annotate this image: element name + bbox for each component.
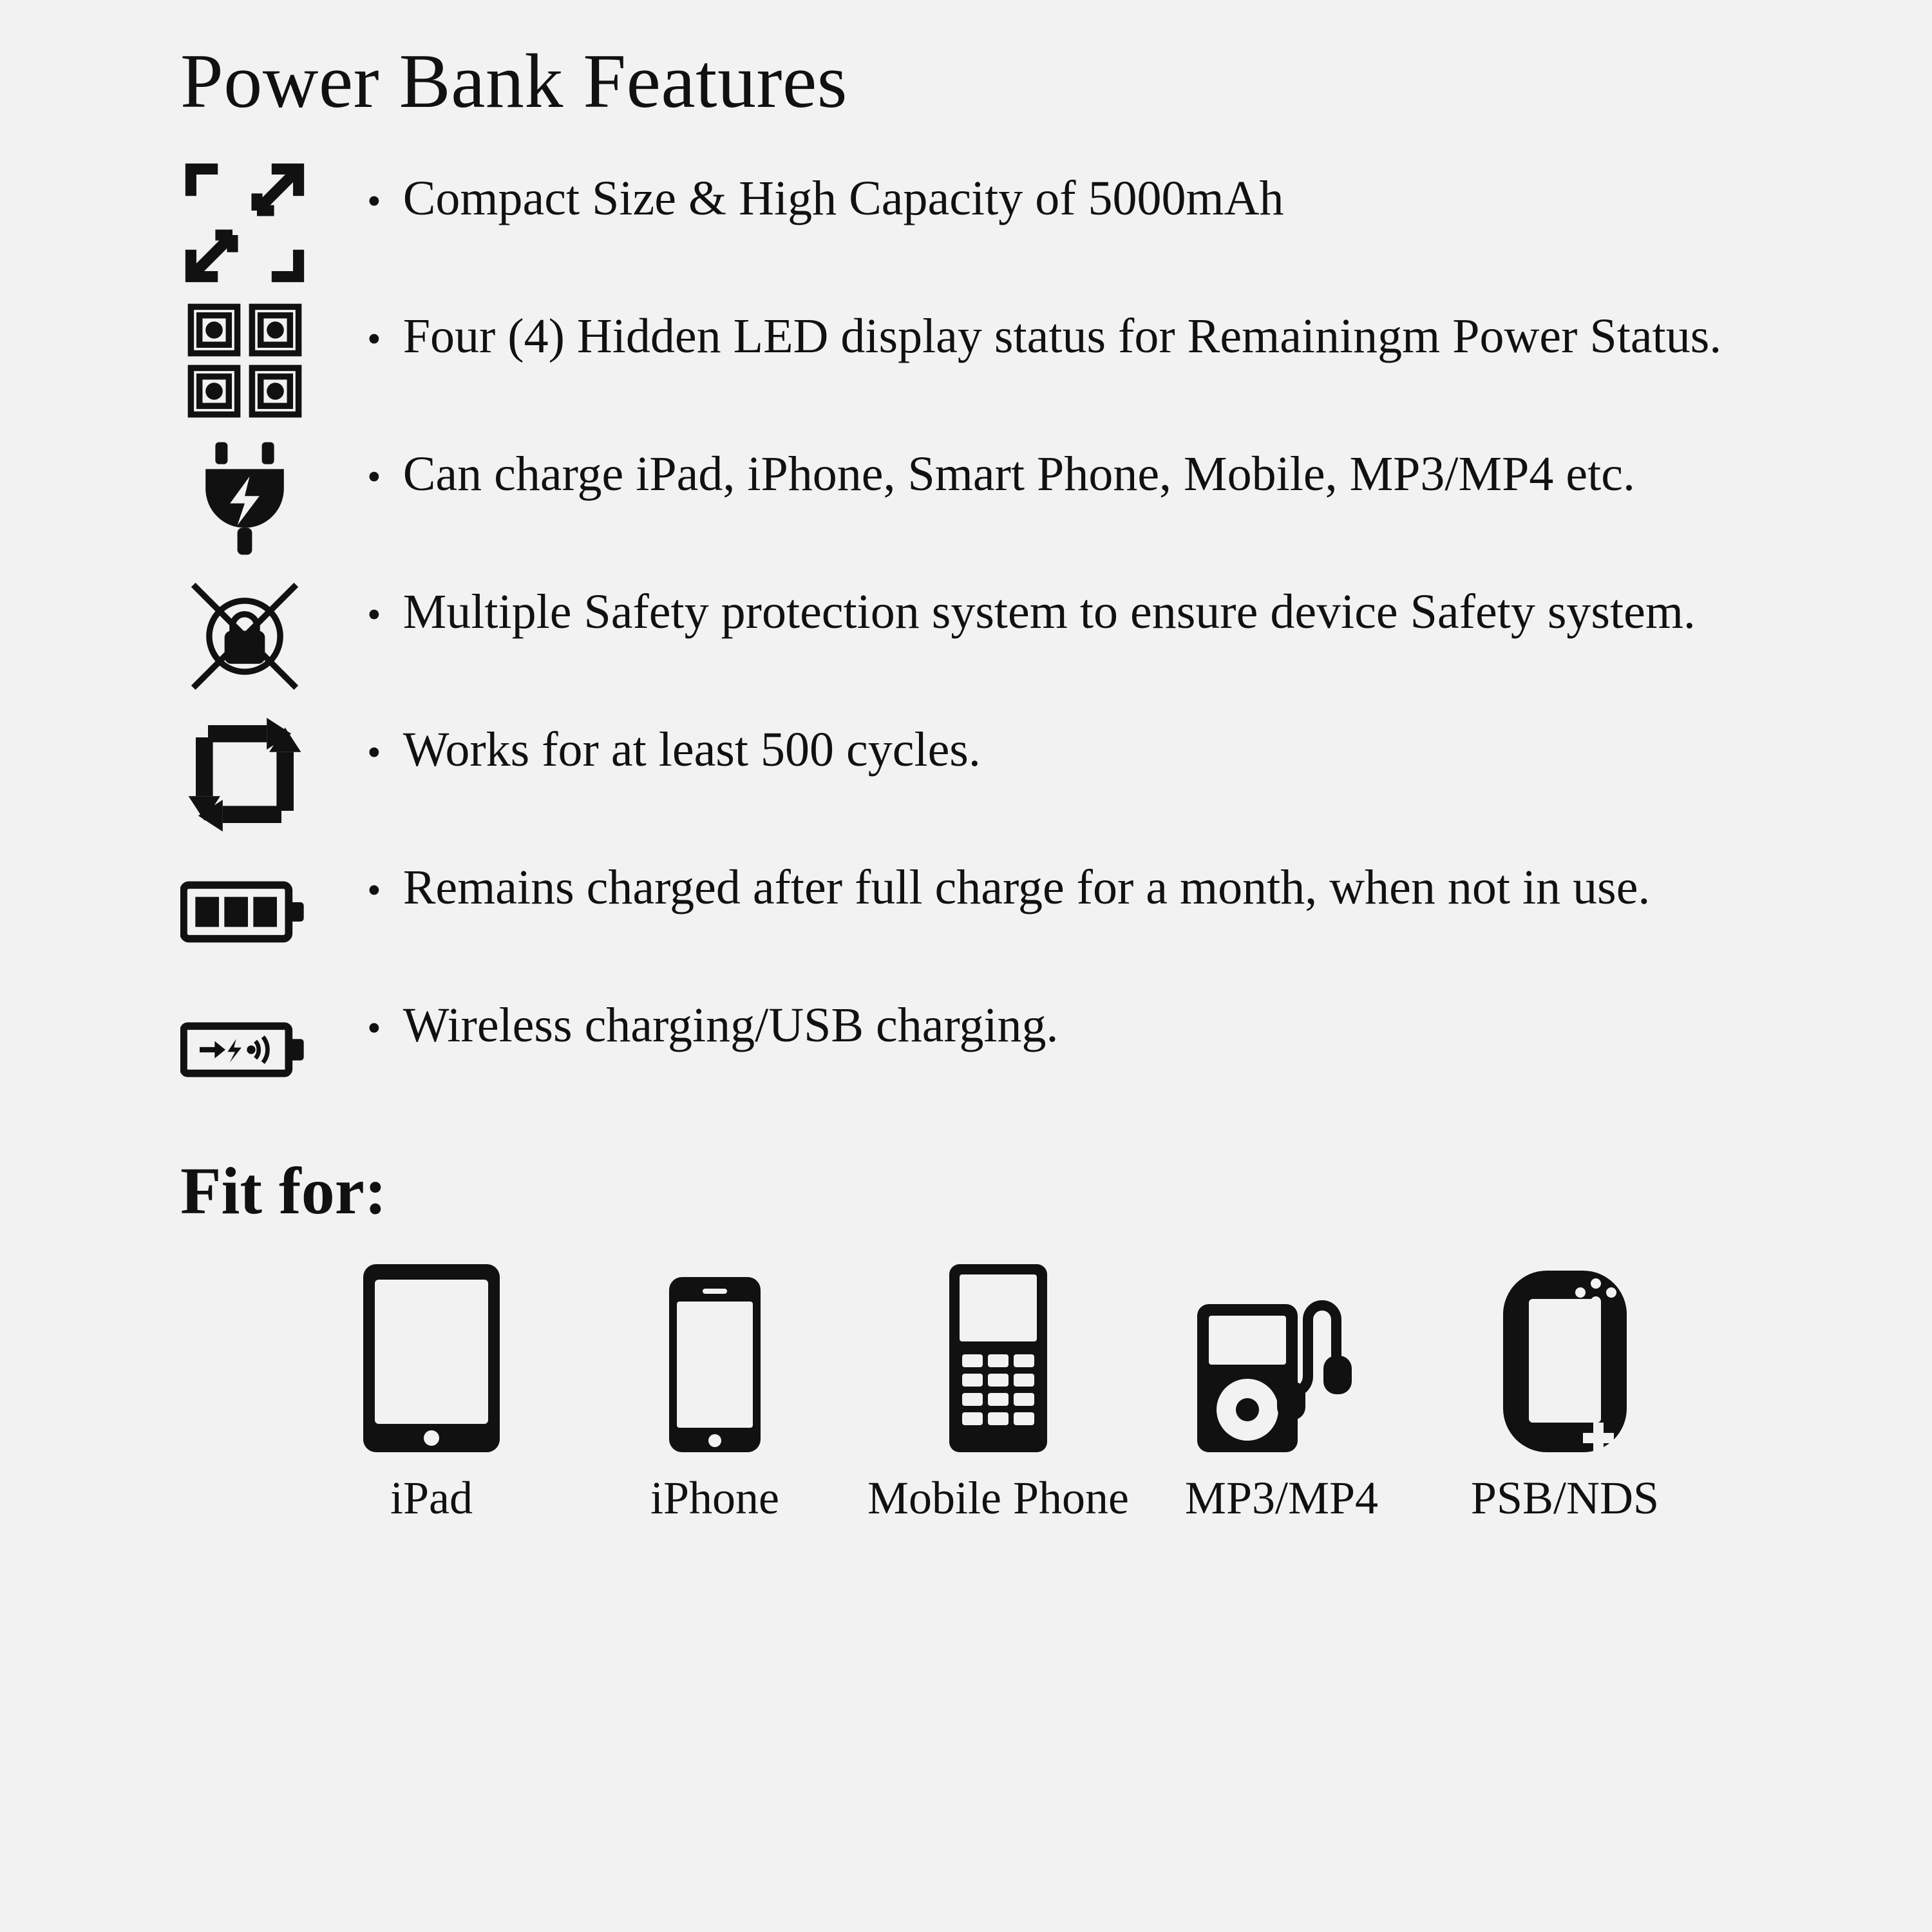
mp3-player-icon xyxy=(1195,1249,1368,1455)
compact-size-icon xyxy=(180,158,309,287)
feature-icon-cell xyxy=(180,838,367,976)
device-label: iPhone xyxy=(650,1472,779,1524)
device-label: Mobile Phone xyxy=(867,1472,1129,1524)
feature-text: Works for at least 500 cycles. xyxy=(402,723,981,777)
feature-item xyxy=(180,149,1868,287)
feature-icon-cell xyxy=(180,563,367,701)
bullet-glyph: • xyxy=(367,731,381,775)
bullet-glyph: • xyxy=(367,455,381,499)
feature-text-cell xyxy=(367,976,1059,1057)
bullet-glyph: • xyxy=(367,593,381,637)
feature-text-cell xyxy=(367,287,1721,368)
device-item xyxy=(867,1249,1129,1525)
device-item xyxy=(592,1249,837,1525)
feature-item xyxy=(180,425,1868,563)
feature-item xyxy=(180,838,1868,976)
feature-text-cell xyxy=(367,838,1650,919)
feature-item xyxy=(180,563,1868,701)
handheld-console-icon xyxy=(1501,1249,1629,1455)
device-label: PSB/NDS xyxy=(1470,1472,1660,1524)
feature-text: Wireless charging/USB charging. xyxy=(402,998,1059,1052)
feature-item xyxy=(180,976,1868,1114)
feature-text-cell xyxy=(367,425,1635,506)
device-label: MP3/MP4 xyxy=(1184,1472,1379,1524)
compatible-devices-list xyxy=(180,1249,1868,1525)
feature-icon-cell xyxy=(180,149,367,287)
page-title: Power Bank Features xyxy=(180,38,848,124)
feature-text: Remains charged after full charge for a month, when not in use. xyxy=(402,860,1651,914)
feature-text: Compact Size & High Capacity of 5000mAh xyxy=(402,171,1284,225)
feature-icon-cell xyxy=(180,976,367,1114)
feature-icon-cell xyxy=(180,287,367,425)
led-display-icon xyxy=(180,296,309,425)
device-label: iPad xyxy=(390,1472,473,1524)
battery-full-icon xyxy=(180,848,309,976)
feature-text-cell xyxy=(367,563,1696,643)
bullet-glyph: • xyxy=(367,869,381,913)
feature-icon-cell xyxy=(180,701,367,838)
device-item xyxy=(1443,1249,1687,1525)
feature-list xyxy=(180,149,1868,1114)
wireless-charging-battery-icon xyxy=(180,985,309,1114)
feature-icon-cell xyxy=(180,425,367,563)
feature-text-cell xyxy=(367,149,1284,230)
tablet-icon xyxy=(361,1249,502,1455)
feature-phone-icon xyxy=(947,1249,1050,1455)
safety-lock-icon xyxy=(180,572,309,701)
power-plug-icon xyxy=(180,434,309,563)
device-item xyxy=(1159,1249,1404,1525)
feature-text: Can charge iPad, iPhone, Smart Phone, Mobile, MP3/MP4 etc. xyxy=(402,447,1635,501)
bullet-glyph: • xyxy=(367,1007,381,1050)
smartphone-icon xyxy=(667,1249,763,1455)
bullet-glyph: • xyxy=(367,180,381,223)
feature-text: Multiple Safety protection system to ensure device Safety system. xyxy=(402,585,1696,639)
device-item xyxy=(309,1249,554,1525)
recycle-cycles-icon xyxy=(180,710,309,838)
fit-for-heading: Fit for: xyxy=(180,1154,387,1228)
bullet-glyph: • xyxy=(367,317,381,361)
feature-item xyxy=(180,287,1868,425)
feature-text-cell xyxy=(367,701,981,781)
feature-item xyxy=(180,701,1868,838)
feature-text: Four (4) Hidden LED display status for Remainingm Power Status. xyxy=(402,309,1722,363)
